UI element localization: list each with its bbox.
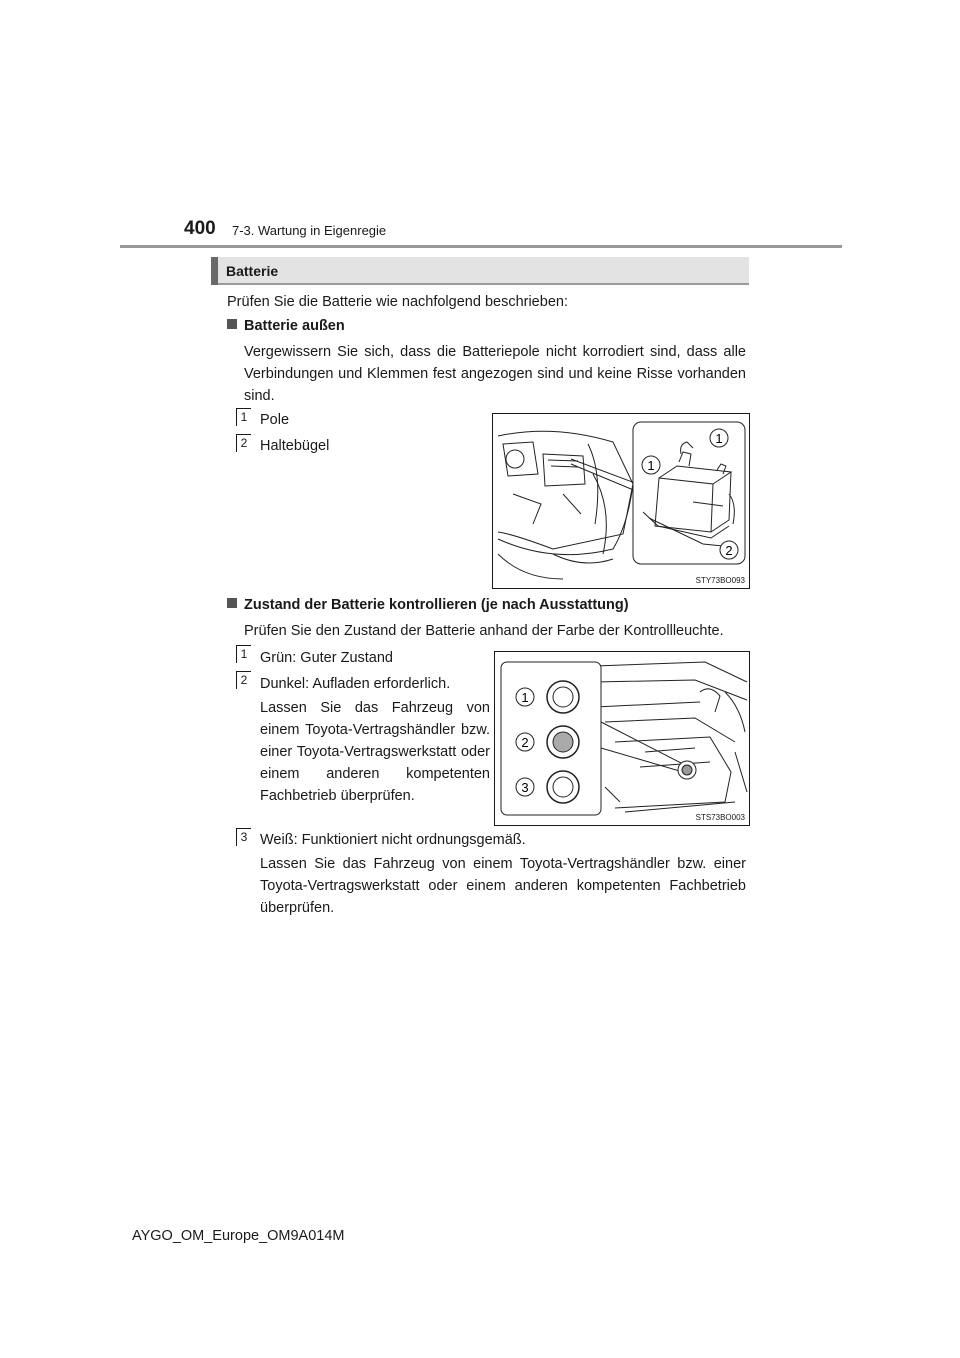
section1-item-bracket: Haltebügel (260, 438, 330, 454)
callout-label: 1 (521, 690, 529, 705)
section1-title-row (227, 318, 345, 334)
indicator-figure (494, 651, 750, 826)
section2-title-row (227, 597, 629, 613)
callout-label: 1 (715, 431, 723, 446)
section-title: 7-3. Wartung in Eigenregie (232, 223, 387, 238)
battery-location-figure (492, 413, 750, 589)
header-divider (120, 245, 842, 248)
section1-item-pole: Pole (260, 412, 290, 428)
section2-item-white: Weiß: Funktioniert nicht ordnungsgemäß. (260, 832, 526, 848)
heading-bar (211, 257, 749, 285)
item-number-badge: 2 (236, 434, 251, 452)
callout-label: 2 (521, 735, 529, 750)
figure-code: STS73BO003 (695, 813, 745, 822)
callout-label: 1 (647, 458, 655, 473)
callout-label: 3 (521, 780, 529, 795)
section1-text: Vergewissern Sie sich, dass die Batteriepole nicht korrodiert sind, dass alle Verbindungen und Klemmen fest angezogen sind und keine Risse vorhanden sind. (244, 344, 746, 404)
footer-document-id: AYGO_OM_Europe_OM9A014M (132, 1228, 345, 1244)
callout-label: 2 (725, 543, 733, 558)
battery-illustration (493, 414, 749, 588)
section2-item-green: Grün: Guter Zustand (260, 650, 393, 666)
square-bullet-icon (227, 319, 237, 329)
section2-text: Prüfen Sie den Zustand der Batterie anhand der Farbe der Kontrollleuchte. (244, 623, 724, 639)
square-bullet-icon (227, 598, 237, 608)
indicator-illustration (495, 652, 749, 825)
section2-item-dark-detail: Lassen Sie das Fahrzeug von einem Toyota-Vertragshändler bzw. einer Toyota-Vertragswerkstatt oder einem anderen kompetenten Fachbetrieb überprüfen. (260, 700, 490, 804)
item-number-badge: 2 (236, 671, 251, 689)
item-number-badge: 3 (236, 828, 251, 846)
section2-item-dark: Dunkel: Aufladen erforderlich. (260, 676, 451, 692)
section2-item-white-detail: Lassen Sie das Fahrzeug von einem Toyota-Vertragshändler bzw. einer Toyota-Vertragswerkstatt oder einem anderen kompetenten Fachbetrieb überprüfen. (260, 856, 746, 916)
section1-title: Batterie außen (244, 318, 345, 334)
item-number-badge: 1 (236, 645, 251, 663)
figure-code: STY73BO093 (695, 576, 745, 585)
intro-text: Prüfen Sie die Batterie wie nachfolgend beschrieben: (227, 294, 568, 310)
section2-title: Zustand der Batterie kontrollieren (je nach Ausstattung) (244, 597, 629, 613)
page-number: 400 (184, 218, 216, 239)
item-number-badge: 1 (236, 408, 251, 426)
page-heading: Batterie (226, 263, 279, 279)
heading-marker (211, 257, 218, 285)
